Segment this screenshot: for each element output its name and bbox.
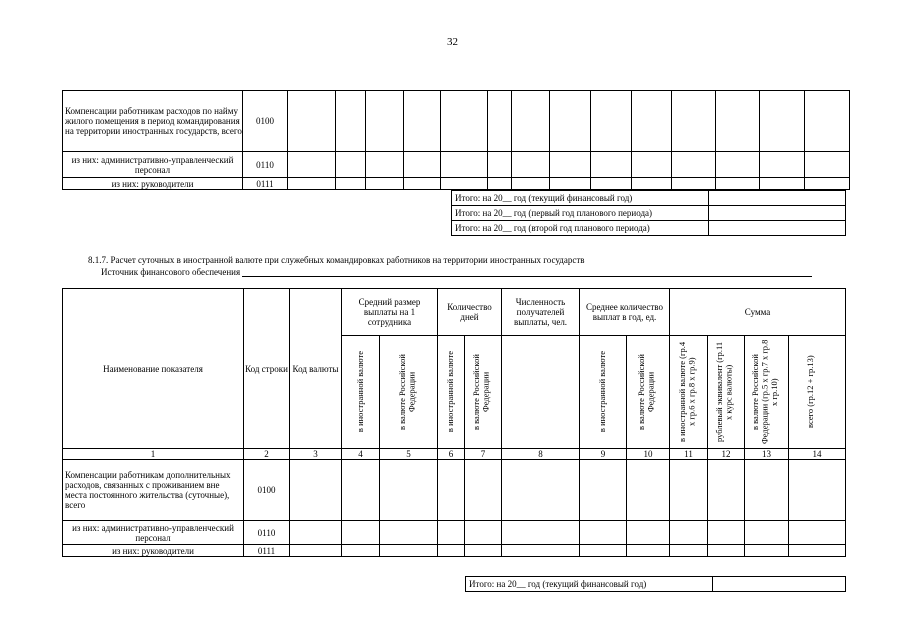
cell — [290, 545, 342, 557]
subheader-text: в валюте Российской Федерации — [471, 354, 491, 430]
cell — [512, 91, 550, 152]
cell — [670, 521, 708, 545]
subheader-text: всего (гр.12 + гр.13) — [805, 355, 816, 429]
cell — [366, 152, 404, 178]
cell — [290, 521, 342, 545]
cell — [512, 152, 550, 178]
subheader-foreign — [580, 336, 627, 449]
subheader-text: в валюте Российской Федерации — [396, 354, 416, 430]
header-row-code: Код строки — [244, 289, 290, 449]
cell — [441, 91, 488, 152]
cell — [713, 577, 846, 592]
row-name: из них: руководители — [63, 545, 244, 557]
row-name: из них: руководители — [63, 178, 243, 190]
subheader-text: в иностранной валюте — [597, 351, 608, 433]
cell — [760, 178, 805, 190]
cell — [760, 91, 805, 152]
column-number: 7 — [465, 449, 502, 460]
table-row — [63, 178, 850, 190]
cell — [789, 545, 846, 557]
cell — [550, 91, 591, 152]
cell — [708, 460, 745, 521]
column-number: 5 — [380, 449, 438, 460]
section-heading: 8.1.7. Расчет суточных в иностранной валюте при служебных командировках работников на территории иностранных государств — [88, 255, 585, 265]
cell — [380, 460, 438, 521]
row-code: 0100 — [244, 460, 290, 521]
cell — [670, 460, 708, 521]
cell — [502, 336, 580, 449]
header-row — [63, 289, 846, 336]
cell — [627, 521, 670, 545]
cell — [336, 91, 366, 152]
cell — [708, 521, 745, 545]
column-number: 3 — [290, 449, 342, 460]
cell — [591, 91, 632, 152]
cell — [336, 152, 366, 178]
top-totals-table — [451, 190, 846, 236]
cell — [672, 178, 716, 190]
cell — [789, 460, 846, 521]
cell — [709, 221, 846, 236]
header-avg-count: Среднее количество выплат в год, ед. — [580, 289, 670, 336]
header-currency-code: Код валюты — [290, 289, 342, 449]
cell — [632, 178, 672, 190]
cell — [288, 91, 336, 152]
cell — [805, 91, 850, 152]
column-number: 11 — [670, 449, 708, 460]
cell — [512, 178, 550, 190]
cell — [805, 178, 850, 190]
cell — [380, 545, 438, 557]
cell — [672, 91, 716, 152]
top-table — [62, 90, 850, 190]
table-row — [63, 460, 846, 521]
page-number: 32 — [447, 36, 458, 48]
funding-source-line — [101, 267, 812, 277]
column-number: 4 — [342, 449, 380, 460]
cell — [288, 178, 336, 190]
cell — [438, 460, 465, 521]
cell — [438, 545, 465, 557]
cell — [716, 178, 760, 190]
row-name: из них: административно-управленческий персонал — [63, 152, 243, 178]
table-row — [63, 521, 846, 545]
cell — [441, 152, 488, 178]
totals-row — [466, 577, 846, 592]
column-number: 6 — [438, 449, 465, 460]
cell — [789, 521, 846, 545]
cell — [441, 178, 488, 190]
header-days-count: Количество дней — [438, 289, 502, 336]
column-number: 8 — [502, 449, 580, 460]
cell — [670, 545, 708, 557]
cell — [632, 91, 672, 152]
cell — [591, 152, 632, 178]
totals-label: Итого: на 20__ год (второй год планового периода) — [452, 221, 709, 236]
cell — [745, 521, 789, 545]
totals-label: Итого: на 20__ год (текущий финансовый год) — [466, 577, 713, 592]
subheader-foreign — [342, 336, 380, 449]
cell — [709, 206, 846, 221]
cell — [580, 521, 627, 545]
row-name: из них: административно-управленческий персонал — [63, 521, 244, 545]
cell — [672, 152, 716, 178]
cell — [488, 152, 512, 178]
subheader-rub — [465, 336, 502, 449]
cell — [404, 152, 441, 178]
cell — [488, 91, 512, 152]
row-code: 0100 — [243, 91, 288, 152]
subheader-text: в иностранной валюте — [354, 351, 365, 433]
totals-row — [452, 206, 846, 221]
cell — [502, 545, 580, 557]
cell — [502, 460, 580, 521]
totals-label: Итого: на 20__ год (первый год планового периода) — [452, 206, 709, 221]
subheader-rub — [380, 336, 438, 449]
cell — [336, 178, 366, 190]
cell — [716, 91, 760, 152]
row-name: Компенсации работникам дополнительных расходов, связанных с проживанием вне места постоянного жительства (суточные), всего — [63, 460, 244, 521]
cell — [708, 545, 745, 557]
cell — [438, 521, 465, 545]
cell — [580, 545, 627, 557]
column-number: 2 — [244, 449, 290, 460]
cell — [342, 545, 380, 557]
subheader-sum-rub — [745, 336, 789, 449]
table-row — [63, 152, 850, 178]
funding-source-label: Источник финансового обеспечения — [101, 267, 241, 277]
subheader-text: в валюте Российской Федерации (гр.5 х гр.7 х гр.8 х гр.10) — [749, 339, 779, 445]
subheader-text: в валюте Российской Федерации — [636, 354, 656, 430]
cell — [591, 178, 632, 190]
cell — [709, 191, 846, 206]
cell — [288, 152, 336, 178]
main-totals-table — [465, 576, 846, 592]
cell — [760, 152, 805, 178]
table-row — [63, 91, 850, 152]
row-code: 0110 — [244, 521, 290, 545]
cell — [745, 545, 789, 557]
subheader-sum-rub-equiv — [708, 336, 745, 449]
cell — [745, 460, 789, 521]
row-code: 0111 — [243, 178, 288, 190]
subheader-text: в иностранной валюте — [445, 351, 456, 433]
column-number: 1 — [63, 449, 244, 460]
cell — [380, 521, 438, 545]
row-code: 0110 — [243, 152, 288, 178]
cell — [627, 545, 670, 557]
cell — [627, 460, 670, 521]
totals-row — [452, 221, 846, 236]
cell — [290, 460, 342, 521]
cell — [632, 152, 672, 178]
cell — [550, 178, 591, 190]
cell — [404, 178, 441, 190]
column-number: 12 — [708, 449, 745, 460]
cell — [488, 178, 512, 190]
column-number: 13 — [745, 449, 789, 460]
column-number: 10 — [627, 449, 670, 460]
table-row — [63, 545, 846, 557]
subheader-sum-foreign — [670, 336, 708, 449]
cell — [342, 460, 380, 521]
header-name: Наименование показателя — [63, 289, 244, 449]
row-name: Компенсации работникам расходов по найму жилого помещения в период командирования на территории иностранных государств, всего — [63, 91, 243, 152]
subheader-sum-total — [789, 336, 846, 449]
cell — [404, 91, 441, 152]
cell — [465, 460, 502, 521]
subheader-text: рублевый эквивалент (гр.11 х курс валюты) — [714, 341, 734, 443]
cell — [550, 152, 591, 178]
cell — [465, 521, 502, 545]
column-number: 9 — [580, 449, 627, 460]
column-number: 14 — [789, 449, 846, 460]
header-recipients: Численность получателей выплаты, чел. — [502, 289, 580, 336]
cell — [805, 152, 850, 178]
subheader-text: в иностранной валюте (гр.4 х гр.6 х гр.8 х гр.9) — [676, 341, 697, 443]
subheader-rub — [627, 336, 670, 449]
cell — [465, 545, 502, 557]
totals-label: Итого: на 20__ год (текущий финансовый год) — [452, 191, 709, 206]
cell — [716, 152, 760, 178]
header-avg-payment: Средний размер выплаты на 1 сотрудника — [342, 289, 438, 336]
cell — [366, 178, 404, 190]
cell — [502, 521, 580, 545]
row-code: 0111 — [244, 545, 290, 557]
subheader-foreign — [438, 336, 465, 449]
column-numbers-row — [63, 449, 846, 460]
cell — [580, 460, 627, 521]
cell — [342, 521, 380, 545]
cell — [366, 91, 404, 152]
funding-source-blank — [242, 267, 812, 277]
header-sum: Сумма — [670, 289, 846, 336]
main-table — [62, 288, 846, 557]
totals-row — [452, 191, 846, 206]
